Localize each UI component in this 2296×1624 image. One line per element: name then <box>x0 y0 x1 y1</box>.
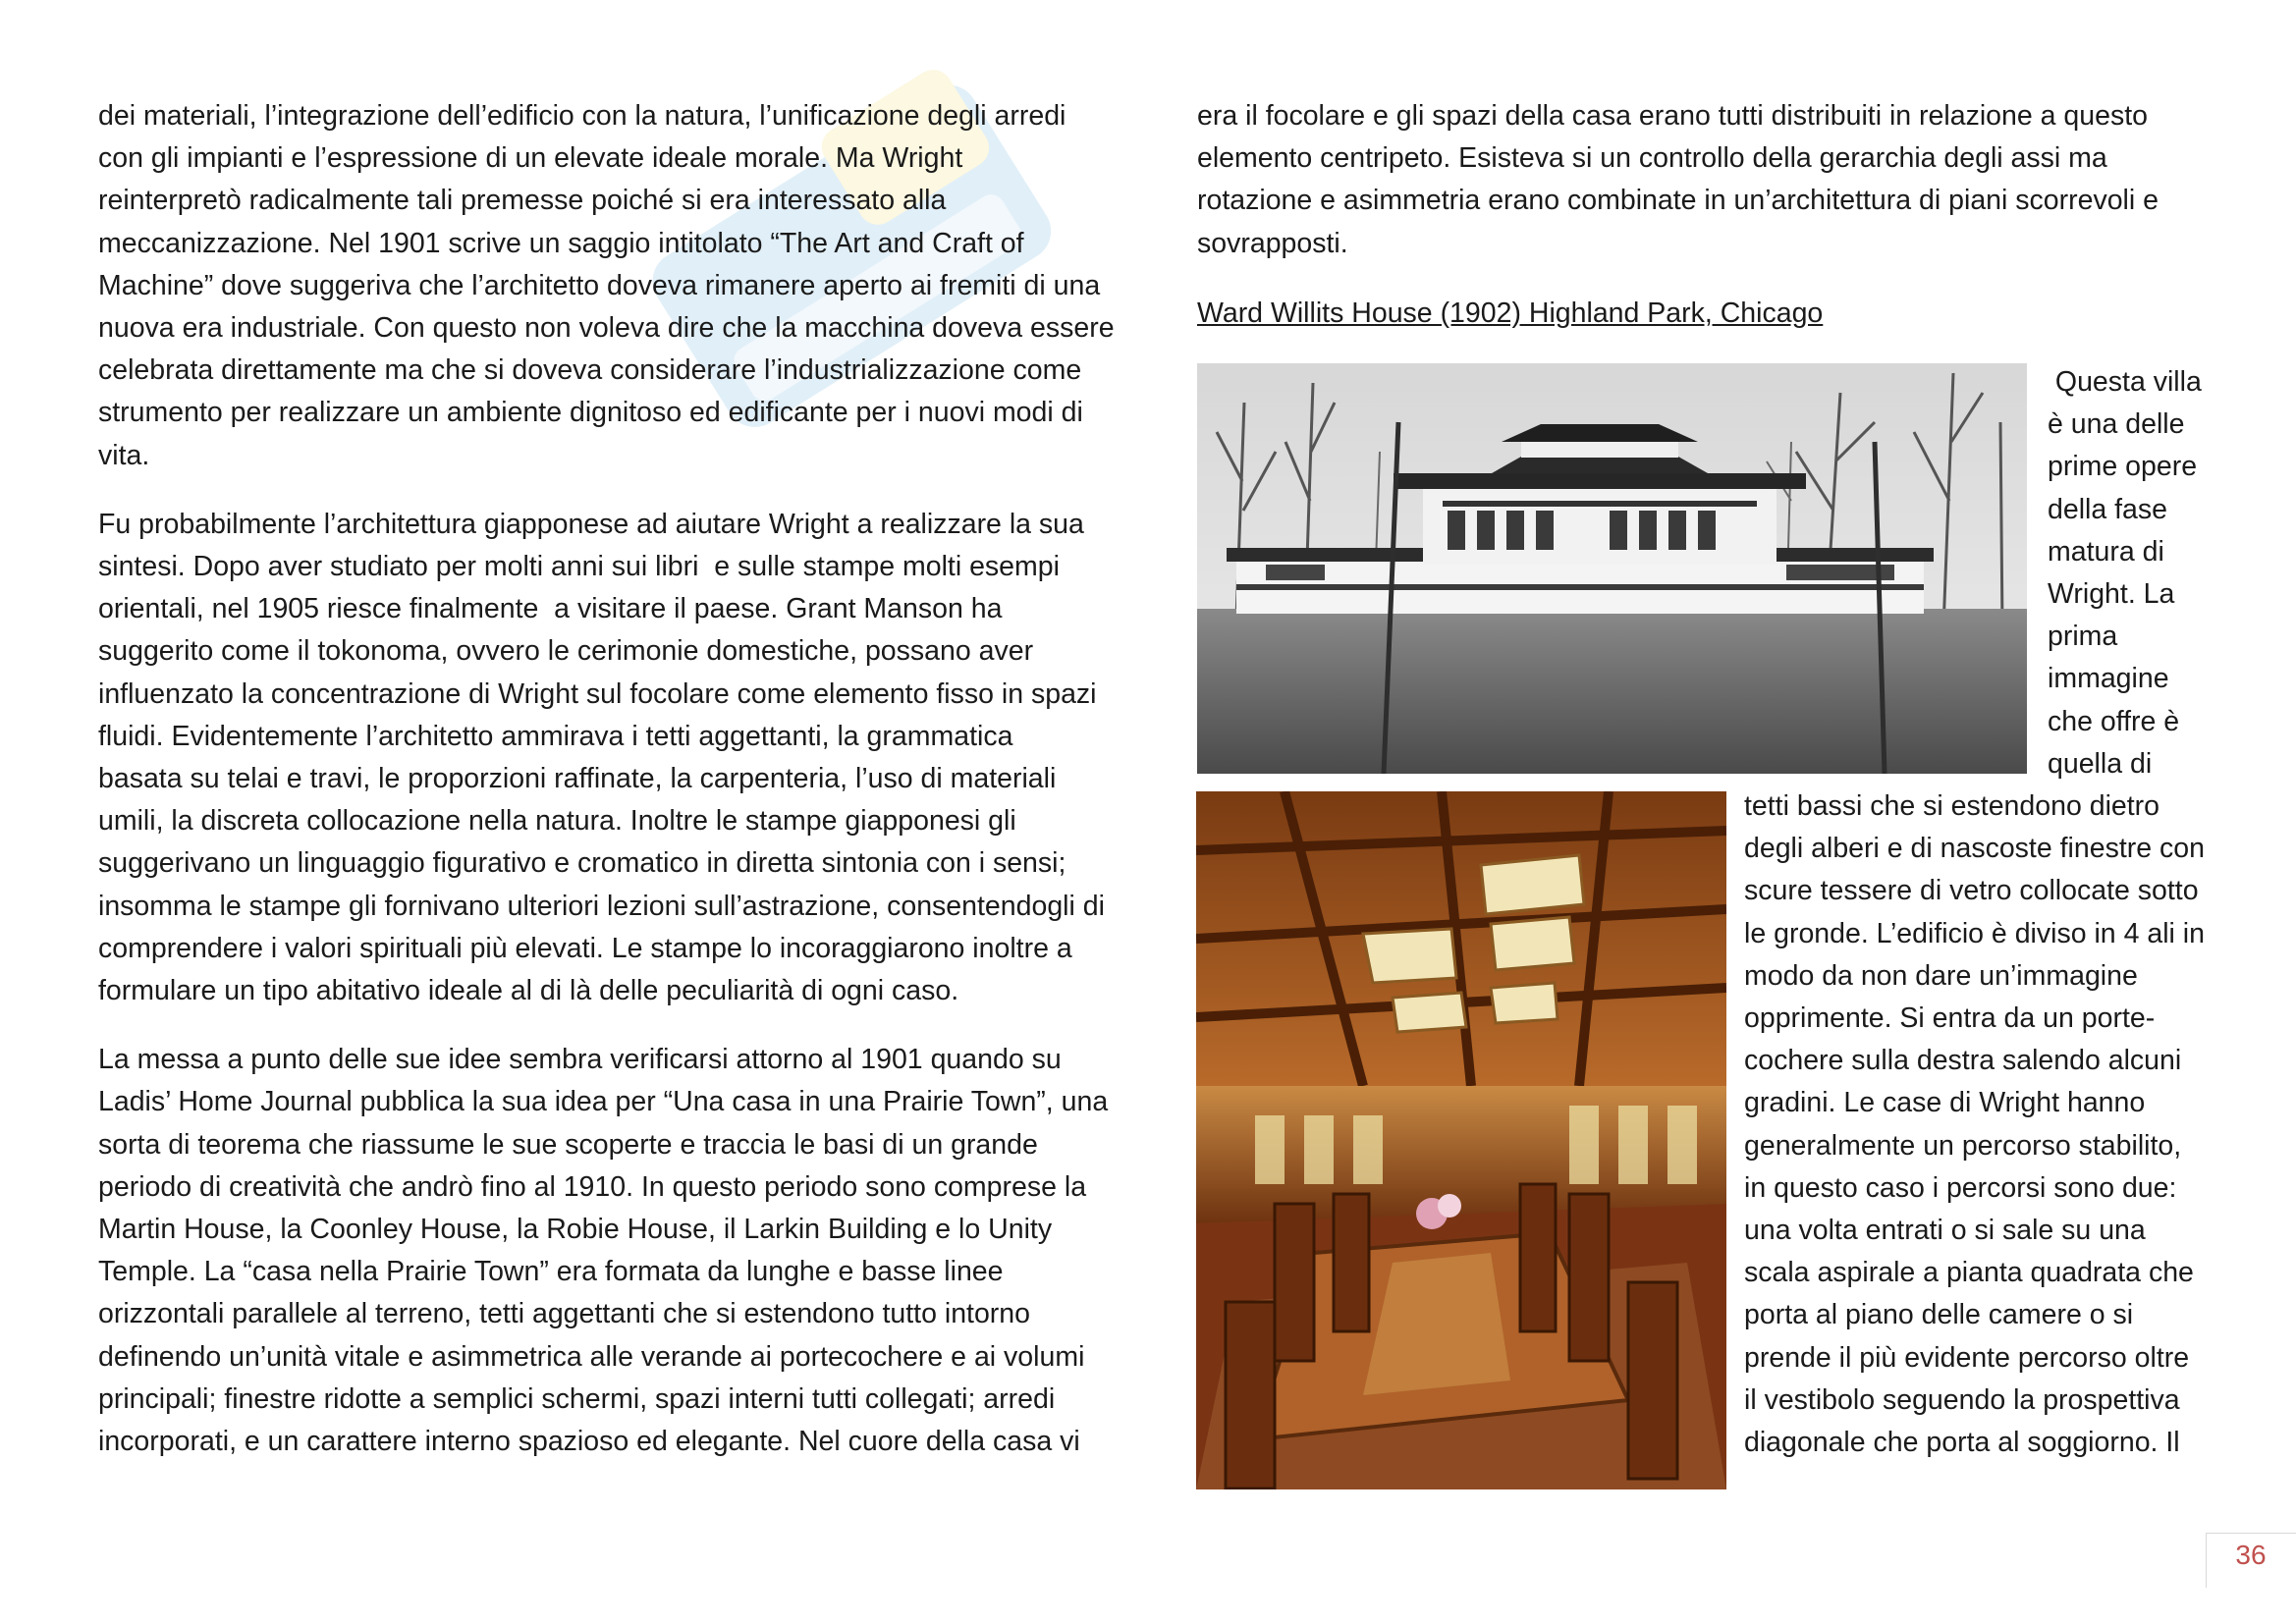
text-line: dei materiali, l’integrazione dell’edificio con la natura, l’unificazione degli arredi <box>98 100 1066 132</box>
text-line: il vestibolo seguendo la prospettiva <box>1744 1383 2180 1416</box>
text-line: matura di <box>2048 535 2164 568</box>
text-line: insomma le stampe gli fornivano ulteriori lezioni sull’astrazione, consentendogli di <box>98 890 1105 922</box>
text-line: umili, la discreta collocazione nella natura. Inoltre le stampe giapponesi gli <box>98 805 1016 838</box>
text-line: prime opere <box>2048 451 2198 483</box>
text-line: Machine” dove suggeriva che l’architetto doveva rimanere aperto ai fremiti di una <box>98 269 1101 301</box>
text-line: sintesi. Dopo aver studiato per molti anni sui libri e sulle stampe molti esempi <box>98 551 1060 583</box>
text-line: modo da non dare un’immagine <box>1744 959 2138 992</box>
paragraph <box>98 504 1110 1012</box>
text-line: reinterpretò radicalmente tali premesse poiché si era interessato alla <box>98 185 947 217</box>
left-column <box>98 95 1115 1463</box>
text-line: immagine <box>2048 663 2169 695</box>
text-line: tetti bassi che si estendono dietro <box>1744 790 2160 822</box>
paragraph <box>98 95 1115 477</box>
text-line: formulare un tipo abitativo ideale al di là delle peculiarità di ogni caso. <box>98 975 959 1007</box>
ward-willits-house-exterior-photo <box>1197 363 2027 774</box>
text-line: opprimente. Si entra da un porte- <box>1744 1002 2156 1035</box>
page-number-rule-top <box>2206 1533 2296 1534</box>
text-line: gradini. Le case di Wright hanno <box>1744 1087 2146 1119</box>
text-line: nuova era industriale. Con questo non voleva dire che la macchina doveva essere <box>98 312 1115 345</box>
text-line: suggerivano un linguaggio figurativo e cromatico in diretta sintonia con i sensi; <box>98 847 1066 880</box>
text-line: generalmente un percorso stabilito, <box>1744 1129 2182 1162</box>
text-line: meccanizzazione. Nel 1901 scrive un saggio intitolato “The Art and Craft of <box>98 227 1024 259</box>
text-line: La messa a punto delle sue idee sembra verificarsi attorno al 1901 quando su <box>98 1044 1062 1076</box>
text-line: influenzato la concentrazione di Wright sul focolare come elemento fisso in spazi <box>98 677 1097 710</box>
text-line: Wright. La <box>2048 578 2175 611</box>
text-line: rotazione e asimmetria erano combinate in un’architettura di piani scorrevoli e <box>1197 185 2159 217</box>
text-line: della fase <box>2048 493 2168 525</box>
text-line: basata su telai e travi, le proporzioni raffinate, la carpenteria, l’uso di materiali <box>98 763 1057 795</box>
text-line: Fu probabilmente l’architettura giapponese ad aiutare Wright a realizzare la sua <box>98 508 1084 540</box>
ward-willits-house-dining-room-photo <box>1196 791 1726 1489</box>
text-line: che offre è <box>2048 705 2180 737</box>
text-line: definendo un’unità vitale e asimmetrica alle verande ai portecochere e ai volumi <box>98 1340 1085 1373</box>
text-line: orientali, nel 1905 riesce finalmente a visitare il paese. Grant Manson ha <box>98 593 1003 625</box>
text-line: strumento per realizzare un ambiente dignitoso ed edificante per i nuovi modi di <box>98 397 1083 429</box>
text-line: comprendere i valori spirituali più elevati. Le stampe lo incoraggiarono inoltre a <box>98 932 1072 964</box>
text-line: scala aspirale a pianta quadrata che <box>1744 1257 2194 1289</box>
text-line: periodo di creatività che andrò fino al 1910. In questo periodo sono comprese la <box>98 1170 1087 1203</box>
text-line: Temple. La “casa nella Prairie Town” era formata da lunghe e basse linee <box>98 1256 1004 1288</box>
text-line: scure tessere di vetro collocate sotto <box>1744 875 2199 907</box>
text-line: Questa villa <box>2048 366 2202 398</box>
text-line: celebrata direttamente ma che si doveva considerare l’industrializzazione come <box>98 354 1082 387</box>
text-line: prima <box>2048 621 2118 653</box>
text-line: è una delle <box>2048 408 2185 441</box>
text-line: una volta entrati o si sale su una <box>1744 1215 2146 1247</box>
text-line: Ladis’ Home Journal pubblica la sua idea per “Una casa in una Prairie Town”, una <box>98 1086 1109 1118</box>
text-line: degli alberi e di nascoste finestre con <box>1744 833 2205 865</box>
text-line: le gronde. L’edificio è diviso in 4 ali in <box>1744 917 2205 949</box>
text-line: diagonale che porta al soggiorno. Il <box>1744 1427 2180 1459</box>
text-line: vita. <box>98 439 150 471</box>
text-line: orizzontali parallele al terreno, tetti aggettanti che si estendono tutto intorno <box>98 1298 1031 1330</box>
right-column-intro <box>1197 95 2209 265</box>
text-line: in questo caso i percorsi sono due: <box>1744 1171 2177 1204</box>
wrapped-text-narrow <box>2048 361 2202 785</box>
text-line: cochere sulla destra salendo alcuni <box>1744 1045 2182 1077</box>
text-line: sorta di teorema che riassume le sue scoperte e traccia le basi di un grande <box>98 1128 1038 1161</box>
page-number: 36 <box>2235 1540 2267 1570</box>
text-line: Martin House, la Coonley House, la Robie House, il Larkin Building e lo Unity <box>98 1214 1053 1246</box>
text-line: elemento centripeto. Esisteva si un controllo della gerarchia degli assi ma <box>1197 142 2107 175</box>
figure-caption: Ward Willits House (1902) Highland Park, Chicago <box>1197 298 1824 329</box>
text-line: quella di <box>2048 747 2153 780</box>
text-line: con gli impianti e l’espressione di un elevate ideale morale. Ma Wright <box>98 142 963 175</box>
text-line: sovrapposti. <box>1197 227 1348 259</box>
text-line: suggerito come il tokonoma, ovvero le cerimonie domestiche, possano aver <box>98 635 1034 668</box>
text-line: incorporati, e un carattere interno spazioso ed elegante. Nel cuore della casa vi <box>98 1426 1080 1458</box>
text-line: prende il più evidente percorso oltre <box>1744 1341 2190 1374</box>
text-line: fluidi. Evidentemente l’architetto ammirava i tetti aggettanti, la grammatica <box>98 720 1013 752</box>
paragraph <box>98 1039 1110 1463</box>
text-line: porta al piano delle camere o si <box>1744 1299 2134 1331</box>
text-line: era il focolare e gli spazi della casa erano tutti distribuiti in relazione a questo <box>1197 100 2148 132</box>
wrapped-text-wide <box>1744 785 2205 1464</box>
text-line: principali; finestre ridotte a semplici schermi, spazi interni tutti collegati; arredi <box>98 1382 1056 1415</box>
page-number-rule <box>2206 1533 2207 1588</box>
